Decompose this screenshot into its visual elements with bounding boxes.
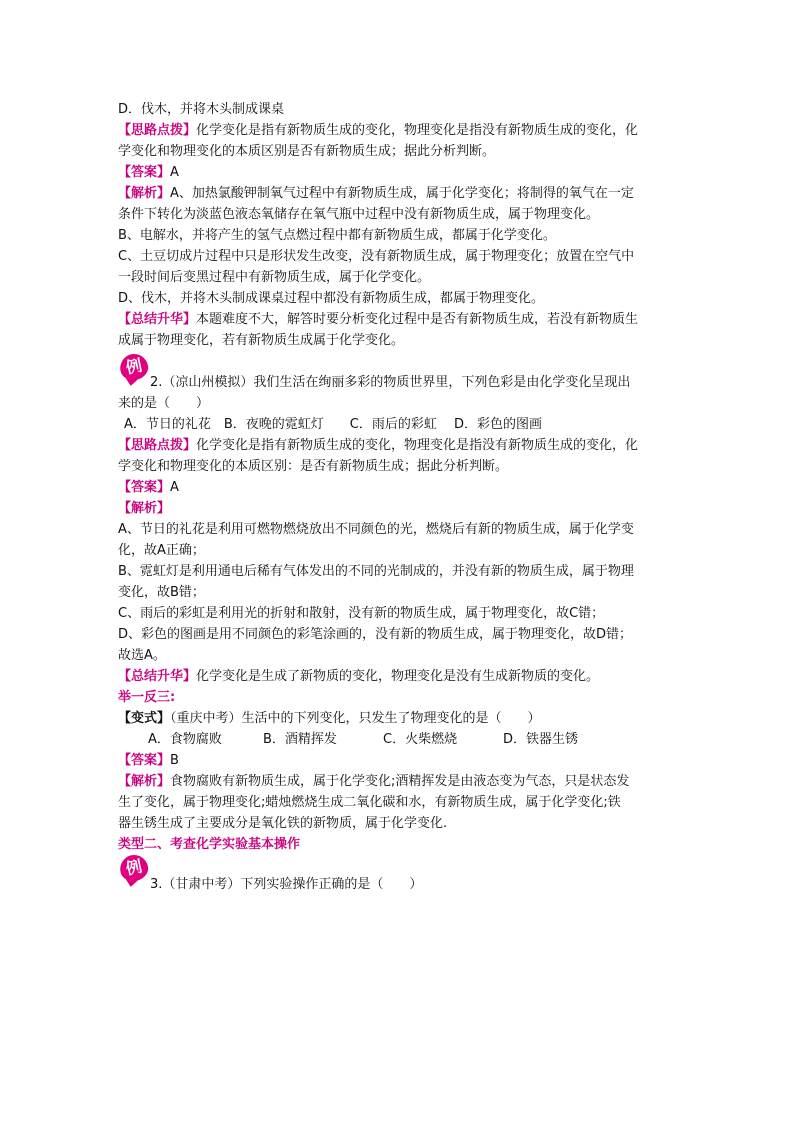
- variant-answer-tag: 【答案】: [118, 753, 171, 768]
- q2-analysis-line-7: 故选A。: [118, 648, 166, 663]
- q2-stem-line-2: 来的是（ ）: [118, 396, 210, 411]
- q2-analysis-line-6: D、彩色的图画是用不同颜色的彩笔涂画的，没有新的物质生成，属于物理变化，故D错；: [118, 627, 633, 642]
- variant-stem: （重庆中考）生活中的下列变化，只发生了物理变化的是（ ）: [170, 711, 541, 726]
- q1-hint-line-1: [118, 120, 684, 141]
- q2-hint-text: 化学变化是指有新物质生成的变化，物理变化是指没有新物质生成的变化，化: [196, 438, 639, 453]
- q2-hint-line-2: 学变化和物理变化的本质区别：是否有新物质生成；据此分析判断。: [118, 459, 509, 474]
- q1-analysis-text: A、加热氯酸钾制氧气过程中有新物质生成，属于化学变化；将制得的氧气在一定: [170, 186, 634, 201]
- q1-answer-tag: 【答案】: [118, 165, 171, 180]
- q2-summary-tag: 【总结升华】: [118, 669, 197, 684]
- q2-options: A．节日的礼花 B．夜晚的霓虹灯 C．雨后的彩虹 D．彩色的图画: [124, 417, 543, 432]
- variant-option-c: C．火柴燃烧: [383, 732, 458, 747]
- q1-analysis-line-6: D、伐木，并将木头制成课桌过程中都没有新物质生成，都属于物理变化。: [118, 291, 545, 306]
- variant-analysis-line-1: [118, 771, 684, 792]
- q1-analysis-line-2: 条件下转化为淡蓝色液态氧储存在氧气瓶中过程中没有新物质生成，属于物理变化。: [118, 207, 600, 222]
- q2-analysis-line-4: 变化，故B错；: [118, 585, 205, 600]
- q1-hint-text: 化学变化是指有新物质生成的变化，物理变化是指没有新物质生成的变化，化: [196, 123, 639, 138]
- q1-answer: A: [170, 165, 179, 180]
- variant-options: [118, 729, 684, 750]
- q1-answer-line: [118, 162, 684, 183]
- q3-stem: 3.（甘肃中考）下列实验操作正确的是（ ）: [150, 877, 423, 892]
- variant-option-a: A．食物腐败: [148, 732, 222, 747]
- q1-hint-line-2: 学变化和物理变化的本质区别是否有新物质生成；据此分析判断。: [118, 144, 496, 159]
- variant-answer: B: [170, 753, 179, 768]
- variant-answer-line: [118, 750, 684, 771]
- q2-summary-line: [118, 666, 684, 687]
- variant-analysis-tag: 【解析】: [118, 774, 171, 789]
- q2-analysis-line-3: B、霓虹灯是利用通电后稀有气体发出的不同的光制成的，并没有新的物质生成，属于物理: [118, 564, 634, 579]
- variant-analysis-line-2: 生了变化，属于物理变化;蜡烛燃烧生成二氧化碳和水，有新物质生成，属于化学变化;铁: [118, 795, 621, 810]
- example-badge-icon: 例: [118, 351, 151, 382]
- q1-analysis-line-1: [118, 183, 684, 204]
- q1-analysis-line-4: C、土豆切成片过程中只是形状发生改变，没有新物质生成，属于物理变化；放置在空气中: [118, 249, 635, 264]
- variant-option-b: B．酒精挥发: [263, 732, 337, 747]
- q2-hint-line-1: [118, 435, 684, 456]
- q2-answer-tag: 【答案】: [118, 480, 171, 495]
- q1-analysis-line-3: B、电解水，并将产生的氢气点燃过程中都有新物质生成，都属于化学变化。: [118, 228, 556, 243]
- example-badge-icon: 例: [118, 852, 151, 883]
- q1-summary-tag: 【总结升华】: [118, 312, 197, 327]
- q2-stem-line-1: 2.（凉山州模拟）我们生活在绚丽多彩的物质世界里，下列色彩是由化学变化呈现出: [150, 375, 631, 390]
- variant-stem-line: [118, 708, 684, 729]
- q2-analysis-tag-line: [118, 498, 684, 519]
- variant-option-d: D．铁器生锈: [503, 732, 579, 747]
- q1-option-d: D．伐木，并将木头制成课桌: [118, 102, 285, 117]
- q1-summary-line-2: 成属于物理变化，若有新物质生成属于化学变化。: [118, 333, 405, 348]
- q1-hint-tag: 【思路点拨】: [118, 123, 197, 138]
- q2-answer: A: [170, 480, 179, 495]
- section-2-title: 类型二、考查化学实验基本操作: [118, 837, 301, 852]
- q1-analysis-line-5: 一段时间后变黑过程中有新物质生成，属于化学变化。: [118, 270, 431, 285]
- q1-summary-text: 本题难度不大，解答时要分析变化过程中是否有新物质生成，若没有新物质生: [196, 312, 639, 327]
- q2-answer-line: [118, 477, 684, 498]
- variant-heading: 举一反三:: [118, 690, 176, 705]
- q2-hint-tag: 【思路点拨】: [118, 438, 197, 453]
- q1-analysis-tag: 【解析】: [118, 186, 171, 201]
- q2-analysis-tag: 【解析】: [118, 501, 171, 516]
- q1-summary-line-1: [118, 309, 684, 330]
- q2-summary-text: 化学变化是生成了新物质的变化，物理变化是没有生成新物质的变化。: [196, 669, 600, 684]
- q2-analysis-line-2: 化，故A正确；: [118, 543, 205, 558]
- variant-analysis-line-3: 器生锈生成了主要成分是氧化铁的新物质，属于化学变化.: [118, 816, 448, 831]
- q2-analysis-line-1: A、节日的礼花是利用可燃物燃烧放出不同颜色的光，燃烧后有新的物质生成，属于化学变: [118, 522, 634, 537]
- variant-tag: 【变式】: [118, 711, 171, 726]
- variant-analysis-text: 食物腐败有新物质生成，属于化学变化;酒精挥发是由液态变为气态，只是状态发: [170, 774, 630, 789]
- q2-analysis-line-5: C、雨后的彩虹是利用光的折射和散射，没有新的物质生成，属于物理变化，故C错；: [118, 606, 605, 621]
